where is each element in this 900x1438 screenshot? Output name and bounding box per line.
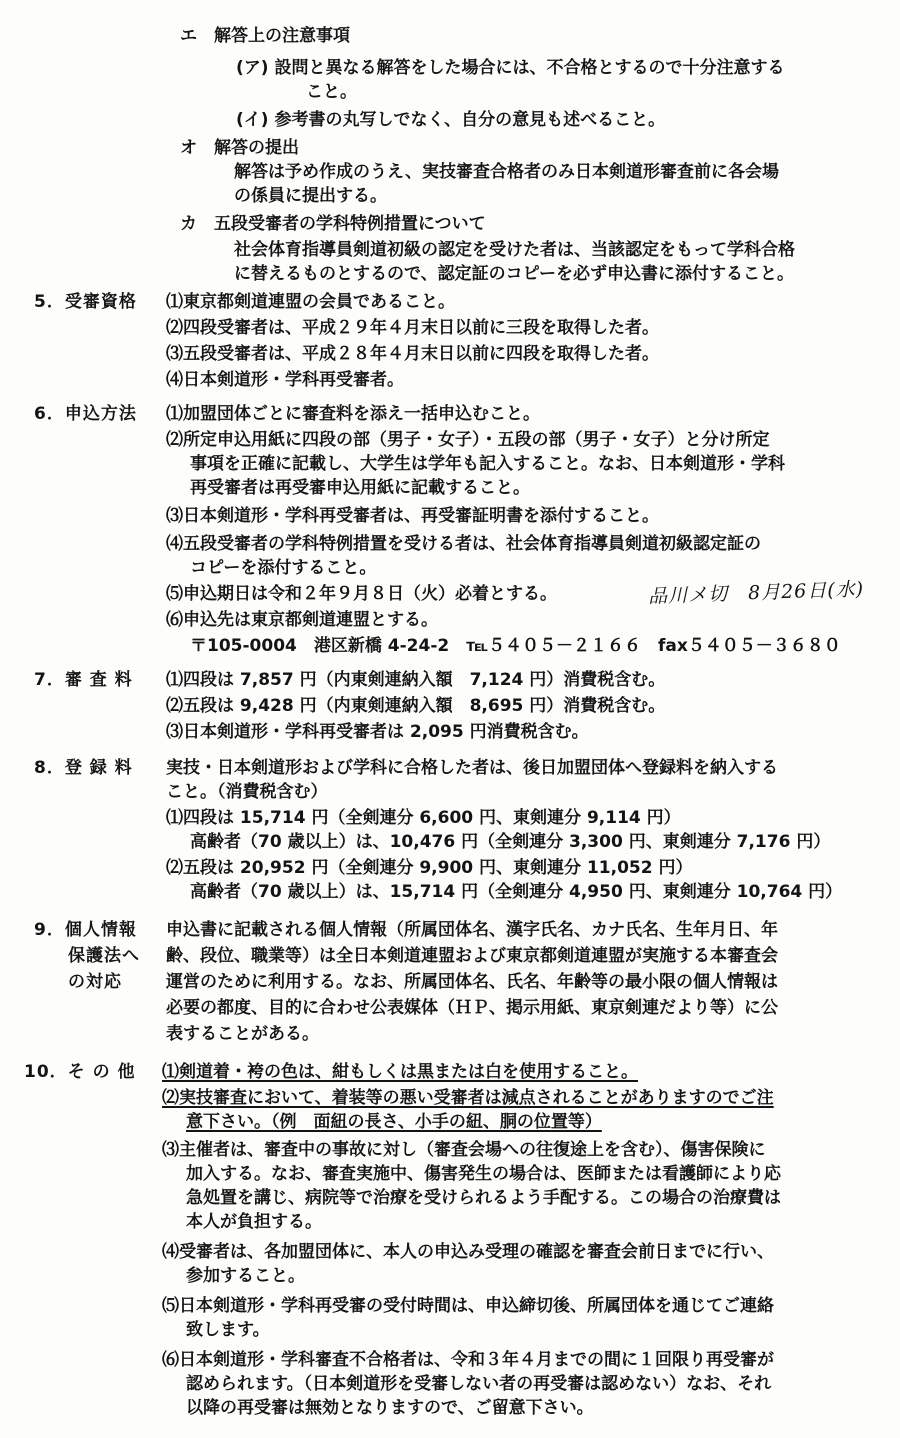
text-line: ⑵四段受審者は、平成２９年４月末日以前に三段を取得した者。 <box>166 318 659 338</box>
text-line: ⑶日本剣道形・学科再受審者は 2,095 円消費税含む。 <box>166 722 589 742</box>
text-line: 急処置を講じ、病院等で治療を受けられるよう手配する。この場合の治療費は <box>186 1188 781 1208</box>
section-label: 6．申込方法 <box>34 404 137 424</box>
text-line: 致します。 <box>186 1320 270 1340</box>
text-line: ⑵五段は 9,428 円（内東剣連納入額 8,695 円）消費税含む。 <box>166 696 666 716</box>
text-line: ⑶五段受審者は、平成２８年４月末日以前に四段を取得した者。 <box>166 344 659 364</box>
text-line: 事項を正確に記載し、大学生は学年も記入すること。なお、日本剣道形・学科 <box>190 454 785 474</box>
section-label: 10．そ の 他 <box>24 1062 136 1082</box>
text-line: 以降の再受審は無効となりますので、ご留意下さい。 <box>186 1398 594 1418</box>
text-line: ⑷受審者は、各加盟団体に、本人の申込み受理の確認を審査会前日までに行い、 <box>162 1242 774 1262</box>
text-line: 社会体育指導員剣道初級の認定を受けた者は、当該認定をもって学科合格 <box>234 240 795 260</box>
text-line: ⑴東京都剣道連盟の会員であること。 <box>166 292 455 312</box>
section-label: 7．審 査 料 <box>34 670 133 690</box>
text-line: こと。 <box>306 82 357 102</box>
text-line: 加入する。なお、審査実施中、傷害発生の場合は、医師または看護師により応 <box>186 1164 781 1184</box>
text-line: ⑶主催者は、審査中の事故に対し（審査会場への往復途上を含む）、傷害保険に <box>162 1140 766 1160</box>
text-line: に替えるものとするので、認定証のコピーを必ず申込書に添付すること。 <box>234 264 794 284</box>
text-line: カ 五段受審者の学科特例措置について <box>180 214 486 234</box>
text-line: 高齢者（70 歳以上）は、15,714 円（全剣連分 4,950 円、東剣連分 10,764 円） <box>190 882 843 902</box>
text-line: 意下さい。（例 面紐の長さ、小手の紐、胴の位置等） <box>186 1112 602 1132</box>
text-line: 実技・日本剣道形および学科に合格した者は、後日加盟団体へ登録料を納入する <box>166 758 778 778</box>
text-line: エ 解答上の注意事項 <box>180 26 350 46</box>
text-line: ⑷日本剣道形・学科再受審者。 <box>166 370 404 390</box>
text-line: 参加すること。 <box>186 1266 305 1286</box>
text-line: ⑴四段は 7,857 円（内東剣連納入額 7,124 円）消費税含む。 <box>166 670 666 690</box>
text-line: 再受審者は再受審申込用紙に記載すること。 <box>190 478 530 498</box>
text-line: 高齢者（70 歳以上）は、10,476 円（全剣連分 3,300 円、東剣連分 7,176 円） <box>190 832 831 852</box>
section-label: 8．登 録 料 <box>34 758 133 778</box>
text-line: 運営のために利用する。なお、所属団体名、氏名、年齢等の最小限の個人情報は <box>166 972 778 992</box>
text-line: ⑵五段は 20,952 円（全剣連分 9,900 円、東剣連分 11,052 円） <box>166 858 693 878</box>
text-line: (ア) 設問と異なる解答をした場合には、不合格とするので十分注意する <box>236 58 785 78</box>
text-line: オ 解答の提出 <box>180 138 299 158</box>
section-label: 5．受審資格 <box>34 292 137 312</box>
text-line: 〒105-0004 港区新橋 4-24-2 ℡５４０５－２１６６ fax５４０５－３６８０ <box>190 636 841 656</box>
text-line: ⑸日本剣道形・学科再受審の受付時間は、申込締切後、所属団体を通じてご連絡 <box>162 1296 774 1316</box>
text-line: ⑷五段受審者の学科特例措置を受ける者は、社会体育指導員剣道初級認定証の <box>166 534 761 554</box>
text-line: 齢、段位、職業等）は全日本剣道連盟および東京都剣道連盟が実施する本審査会 <box>166 946 778 966</box>
text-line: 解答は予め作成のうえ、実技審査合格者のみ日本剣道形審査前に各会場 <box>234 162 780 182</box>
text-line: こと。（消費税含む） <box>166 782 328 802</box>
text-line: の係員に提出する。 <box>234 186 387 206</box>
text-line: ⑴剣道着・袴の色は、紺もしくは黒または白を使用すること。 <box>162 1062 638 1082</box>
text-line: ⑵所定申込用紙に四段の部（男子・女子）・五段の部（男子・女子）と分け所定 <box>166 430 770 450</box>
text-line: ⑸申込期日は令和２年９月８日（火）必着とする。 <box>166 584 557 604</box>
text-line: 申込書に記載される個人情報（所属団体名、漢字氏名、カナ氏名、生年月日、年 <box>166 920 778 940</box>
text-line: 必要の都度、目的に合わせ公表媒体（ＨＰ、掲示用紙、東京剣連だより等）に公 <box>166 998 778 1018</box>
text-line: (イ) 参考書の丸写しでなく、自分の意見も述べること。 <box>236 110 666 130</box>
section-label: 9．個人情報 <box>34 920 137 940</box>
text-line: 認められます。（日本剣道形を受審しない者の再受審は認めない）なお、それ <box>186 1374 772 1394</box>
handwritten-note: 品川メ切 8月26日(水) <box>647 578 865 608</box>
section-label: 保護法へ <box>68 946 140 966</box>
text-line: ⑹日本剣道形・学科審査不合格者は、令和３年４月までの間に１回限り再受審が <box>162 1350 774 1370</box>
text-line: ⑴四段は 15,714 円（全剣連分 6,600 円、東剣連分 9,114 円） <box>166 808 681 828</box>
text-line: ⑹申込先は東京都剣道連盟とする。 <box>166 610 438 630</box>
text-line: 表することがある。 <box>166 1024 319 1044</box>
section-label: の対応 <box>68 972 122 992</box>
text-line: 本人が負担する。 <box>186 1212 322 1232</box>
text-line: ⑶日本剣道形・学科再受審者は、再受審証明書を添付すること。 <box>166 506 659 526</box>
text-line: ⑵実技審査において、着装等の悪い受審者は減点されることがありますのでご注 <box>162 1088 774 1108</box>
text-line: コピーを添付すること。 <box>190 558 377 578</box>
text-line: ⑴加盟団体ごとに審査料を添え一括申込むこと。 <box>166 404 540 424</box>
